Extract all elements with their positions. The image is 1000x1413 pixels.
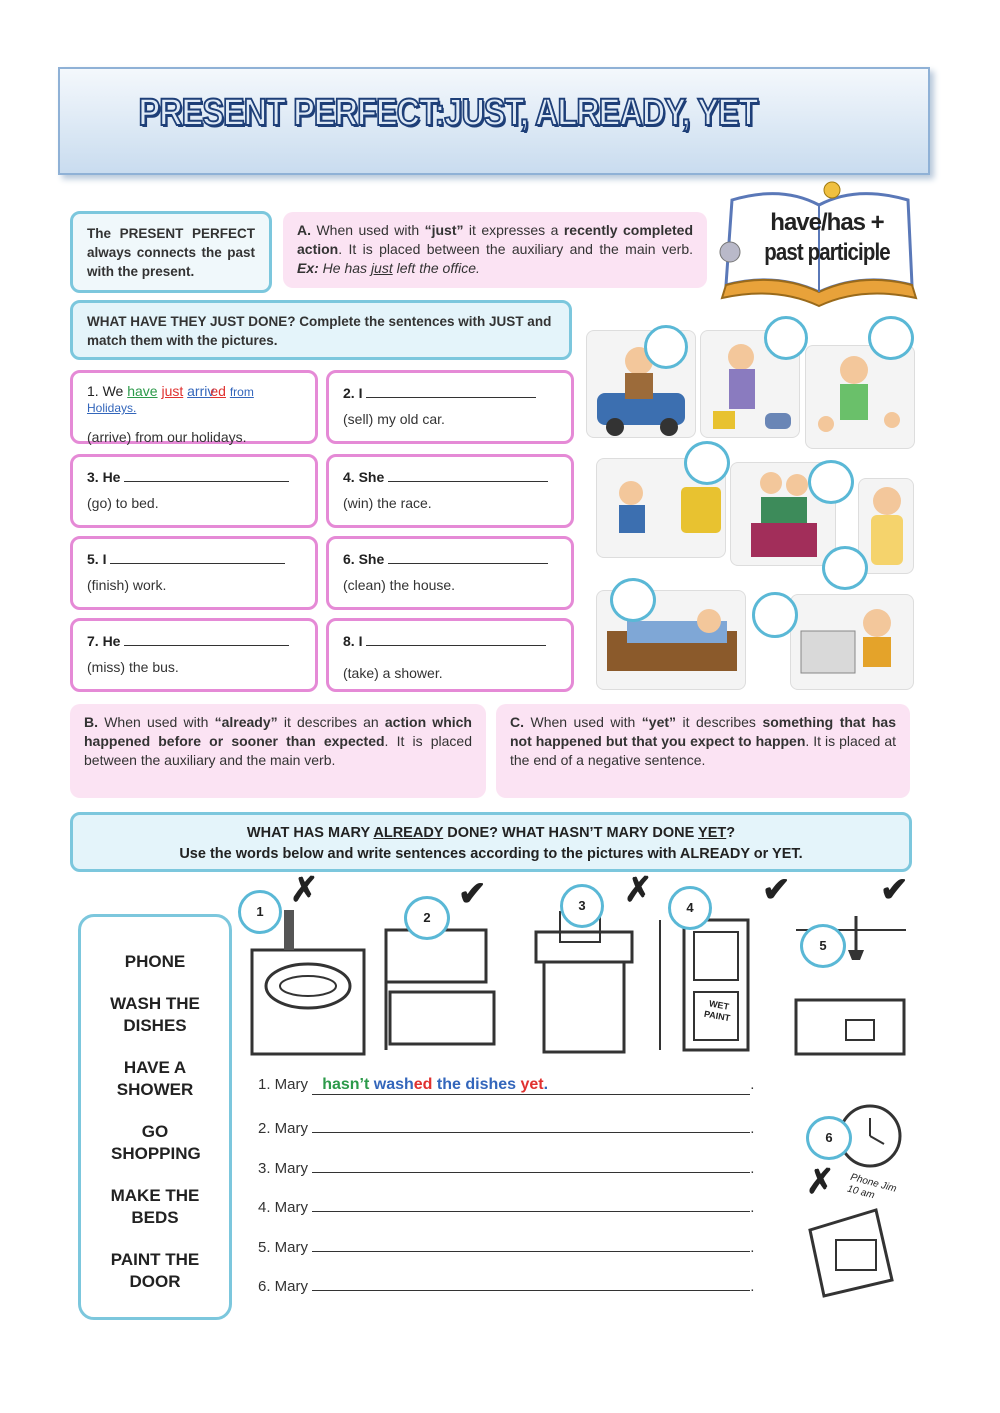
wet-paint-sign: WET PAINT <box>703 998 731 1024</box>
row-end: . <box>750 1239 755 1256</box>
exercise1-example <box>70 370 318 444</box>
picture-number-1 <box>238 890 282 934</box>
example-word-arriv: arriv <box>187 383 215 399</box>
row-end: . <box>750 1278 755 1295</box>
match-circle[interactable] <box>644 325 688 369</box>
mary-row-label: 5. Mary <box>258 1239 309 1256</box>
item-hint: (take) a shower. <box>343 665 443 681</box>
rule-b-text-3: . It is placed between the auxiliary and the main verb. <box>84 733 473 768</box>
mary-answer-blank[interactable] <box>312 1156 750 1173</box>
mary-answer-blank[interactable] <box>312 1235 750 1252</box>
rule-a-box <box>283 212 707 288</box>
picture-number-2 <box>404 896 450 940</box>
row-end: . <box>750 1076 755 1093</box>
word-item: GO SHOPPING <box>111 1122 201 1163</box>
item-number: 7. He <box>87 633 121 649</box>
mary-row-label: 3. Mary <box>258 1160 309 1177</box>
mary-row-label: 2. Mary <box>258 1120 309 1137</box>
rule-c-bold-2: happen <box>755 733 806 749</box>
rule-a-ex-post: left the office. <box>392 260 480 276</box>
mary-row-4 <box>258 1195 770 1216</box>
book-line-2: past participle <box>764 239 890 266</box>
answer-word: . <box>543 1076 549 1093</box>
picture-computer-boy <box>790 594 914 690</box>
word-item: PHONE <box>124 952 186 971</box>
rule-c-keyword: “yet” <box>641 714 677 730</box>
picture-number-text: 6 <box>825 1130 833 1145</box>
answer-blank[interactable] <box>388 467 548 482</box>
exercise1-item-7 <box>70 618 318 692</box>
rule-a-text-2: it expresses a <box>463 222 564 238</box>
answer-blank[interactable] <box>366 383 536 398</box>
mary-row-3 <box>258 1156 770 1177</box>
rule-a-ex-pre: He has <box>318 260 371 276</box>
answer-word: hasn’t <box>322 1076 370 1093</box>
mary-answer-blank[interactable] <box>312 1274 750 1291</box>
rule-c-box <box>496 704 910 798</box>
match-circle[interactable] <box>868 316 914 360</box>
item-hint: (win) the race. <box>343 495 432 511</box>
mary-answer-blank[interactable] <box>312 1195 750 1212</box>
word-item: WASH THE DISHES <box>110 994 200 1035</box>
rule-c-text-2: it describes <box>676 714 763 730</box>
rule-c-letter: C. <box>510 714 524 730</box>
rule-a-bold: recently completed action <box>297 222 693 257</box>
row-end: . <box>750 1120 755 1137</box>
word-item: MAKE THE BEDS <box>110 1186 200 1227</box>
phone-note: Phone Jim 10 am <box>846 1171 898 1202</box>
answer-blank[interactable] <box>124 631 289 646</box>
mary-answer-1[interactable] <box>312 1076 750 1095</box>
item-number: 4. She <box>343 469 385 485</box>
match-circle[interactable] <box>822 546 868 590</box>
ex2-q1-mid: DONE? WHAT HASN’T MARY DONE <box>443 825 699 841</box>
rule-c-bold: something that has not happened but that you expect to <box>510 714 896 749</box>
word-item: HAVE A SHOWER <box>116 1058 194 1099</box>
row-end: . <box>750 1199 755 1216</box>
picture-number-3 <box>560 884 604 928</box>
check-mark-icon: ✔ <box>762 871 791 909</box>
picture-number-5 <box>800 924 846 968</box>
item-hint: (miss) the bus. <box>87 659 179 675</box>
rule-b-box <box>70 704 486 798</box>
rule-a-letter: A. <box>297 222 311 238</box>
picture-number-4 <box>668 886 712 930</box>
item-hint: (finish) work. <box>87 577 167 593</box>
picture-number-text: 4 <box>686 900 694 915</box>
example-word-have: have <box>127 383 158 399</box>
match-circle[interactable] <box>752 592 798 638</box>
item-hint: (clean) the house. <box>343 577 456 593</box>
answer-blank[interactable] <box>124 467 289 482</box>
match-circle[interactable] <box>808 460 854 504</box>
answer-blank[interactable] <box>388 549 548 564</box>
exercise1-item-3 <box>70 454 318 528</box>
picture-door <box>656 906 776 1056</box>
answer-word: yet <box>520 1076 544 1093</box>
item-hint: (sell) my old car. <box>343 411 445 427</box>
answer-word: the dishes <box>436 1076 517 1093</box>
check-mark-icon: ✔ <box>880 871 909 909</box>
rule-b-text-2: it describes an <box>277 714 385 730</box>
picture-number-text: 1 <box>256 904 264 919</box>
item-hint: (go) to bed. <box>87 495 159 511</box>
match-circle[interactable] <box>684 441 730 485</box>
rule-b-keyword: “already” <box>214 714 278 730</box>
cross-mark-icon: ✗ <box>290 871 319 909</box>
intro-box <box>70 211 272 293</box>
ex2-q1-end: ? <box>726 825 736 841</box>
exercise1-item-5 <box>70 536 318 610</box>
picture-number-6 <box>806 1116 852 1160</box>
picture-number-text: 3 <box>578 898 586 913</box>
rule-c-text: When used with <box>524 714 642 730</box>
match-circle[interactable] <box>610 578 656 622</box>
book-illustration <box>712 180 926 310</box>
ex2-q2: Use the words below and write sentences according to the pictures with ALREADY or YET. <box>179 846 803 862</box>
word-list-box <box>78 914 232 1320</box>
cross-mark-icon: ✗ <box>806 1163 835 1201</box>
rule-a-text: When used with <box>311 222 425 238</box>
exercise1-instruction <box>70 300 572 360</box>
page-title: PRESENT PERFECT:JUST, ALREADY, YET <box>138 92 758 134</box>
example-hint: (arrive) from our holidays. <box>87 429 247 445</box>
picture-number-text: 5 <box>819 938 827 953</box>
ex2-q1-keyword-2: YET <box>698 825 727 841</box>
example-word-just: just <box>161 383 184 399</box>
example-word-rest: from Holidays. <box>87 385 254 415</box>
row-end: . <box>750 1160 755 1177</box>
mary-row-2 <box>258 1116 770 1137</box>
rule-c-text-3: . It is placed at the end of a negative sentence. <box>510 733 896 768</box>
example-number: 1. We <box>87 383 124 399</box>
rule-a-keyword: “just” <box>424 222 464 238</box>
example-word-ed: ed <box>210 383 226 399</box>
book-line-1: have/has + <box>770 209 884 236</box>
rule-a-text-3: . It is placed between the auxiliary and the main verb. <box>338 241 693 257</box>
item-number: 5. I <box>87 551 107 567</box>
rule-b-letter: B. <box>84 714 98 730</box>
answer-blank[interactable] <box>110 549 285 564</box>
picture-number-text: 2 <box>423 910 431 925</box>
item-number: 6. She <box>343 551 385 567</box>
check-mark-icon: ✔ <box>458 875 487 913</box>
exercise1-instruction-text: WHAT HAVE THEY JUST DONE? Complete the sentences with JUST and match them with the pictures. <box>87 314 552 348</box>
intro-text: The PRESENT PERFECT always connects the past with the present. <box>87 226 255 279</box>
ex2-q1-keyword: ALREADY <box>373 825 444 841</box>
match-circle[interactable] <box>764 316 808 360</box>
item-number: 2. I <box>343 385 363 401</box>
item-number: 8. I <box>343 633 363 649</box>
item-number: 3. He <box>87 469 121 485</box>
exercise2-instruction <box>70 812 912 872</box>
exercise1-item-6 <box>326 536 574 610</box>
mary-row-5 <box>258 1235 770 1256</box>
exercise1-item-2 <box>326 370 574 444</box>
rule-b-bold: action which happened before or sooner than expected <box>84 714 472 749</box>
picture-race-girl <box>805 345 915 449</box>
answer-word: ed <box>413 1076 433 1093</box>
mary-answer-blank[interactable] <box>312 1116 750 1133</box>
cross-mark-icon: ✗ <box>624 871 653 909</box>
answer-blank[interactable] <box>366 631 546 646</box>
mary-row-label: 4. Mary <box>258 1199 309 1216</box>
mary-row-6 <box>258 1274 770 1295</box>
rule-a-ex-label: Ex: <box>297 260 319 276</box>
exercise1-item-8 <box>326 618 574 692</box>
rule-a-ex-keyword: just <box>370 260 393 276</box>
mary-row-label: 1. Mary <box>258 1076 309 1093</box>
word-item: PAINT THE DOOR <box>110 1250 200 1291</box>
exercise1-item-4 <box>326 454 574 528</box>
ex2-q1-pre: WHAT HAS MARY <box>246 825 374 841</box>
mary-row-1 <box>258 1076 770 1095</box>
mary-row-label: 6. Mary <box>258 1278 309 1295</box>
answer-word: wash <box>373 1076 414 1093</box>
rule-b-text: When used with <box>98 714 215 730</box>
